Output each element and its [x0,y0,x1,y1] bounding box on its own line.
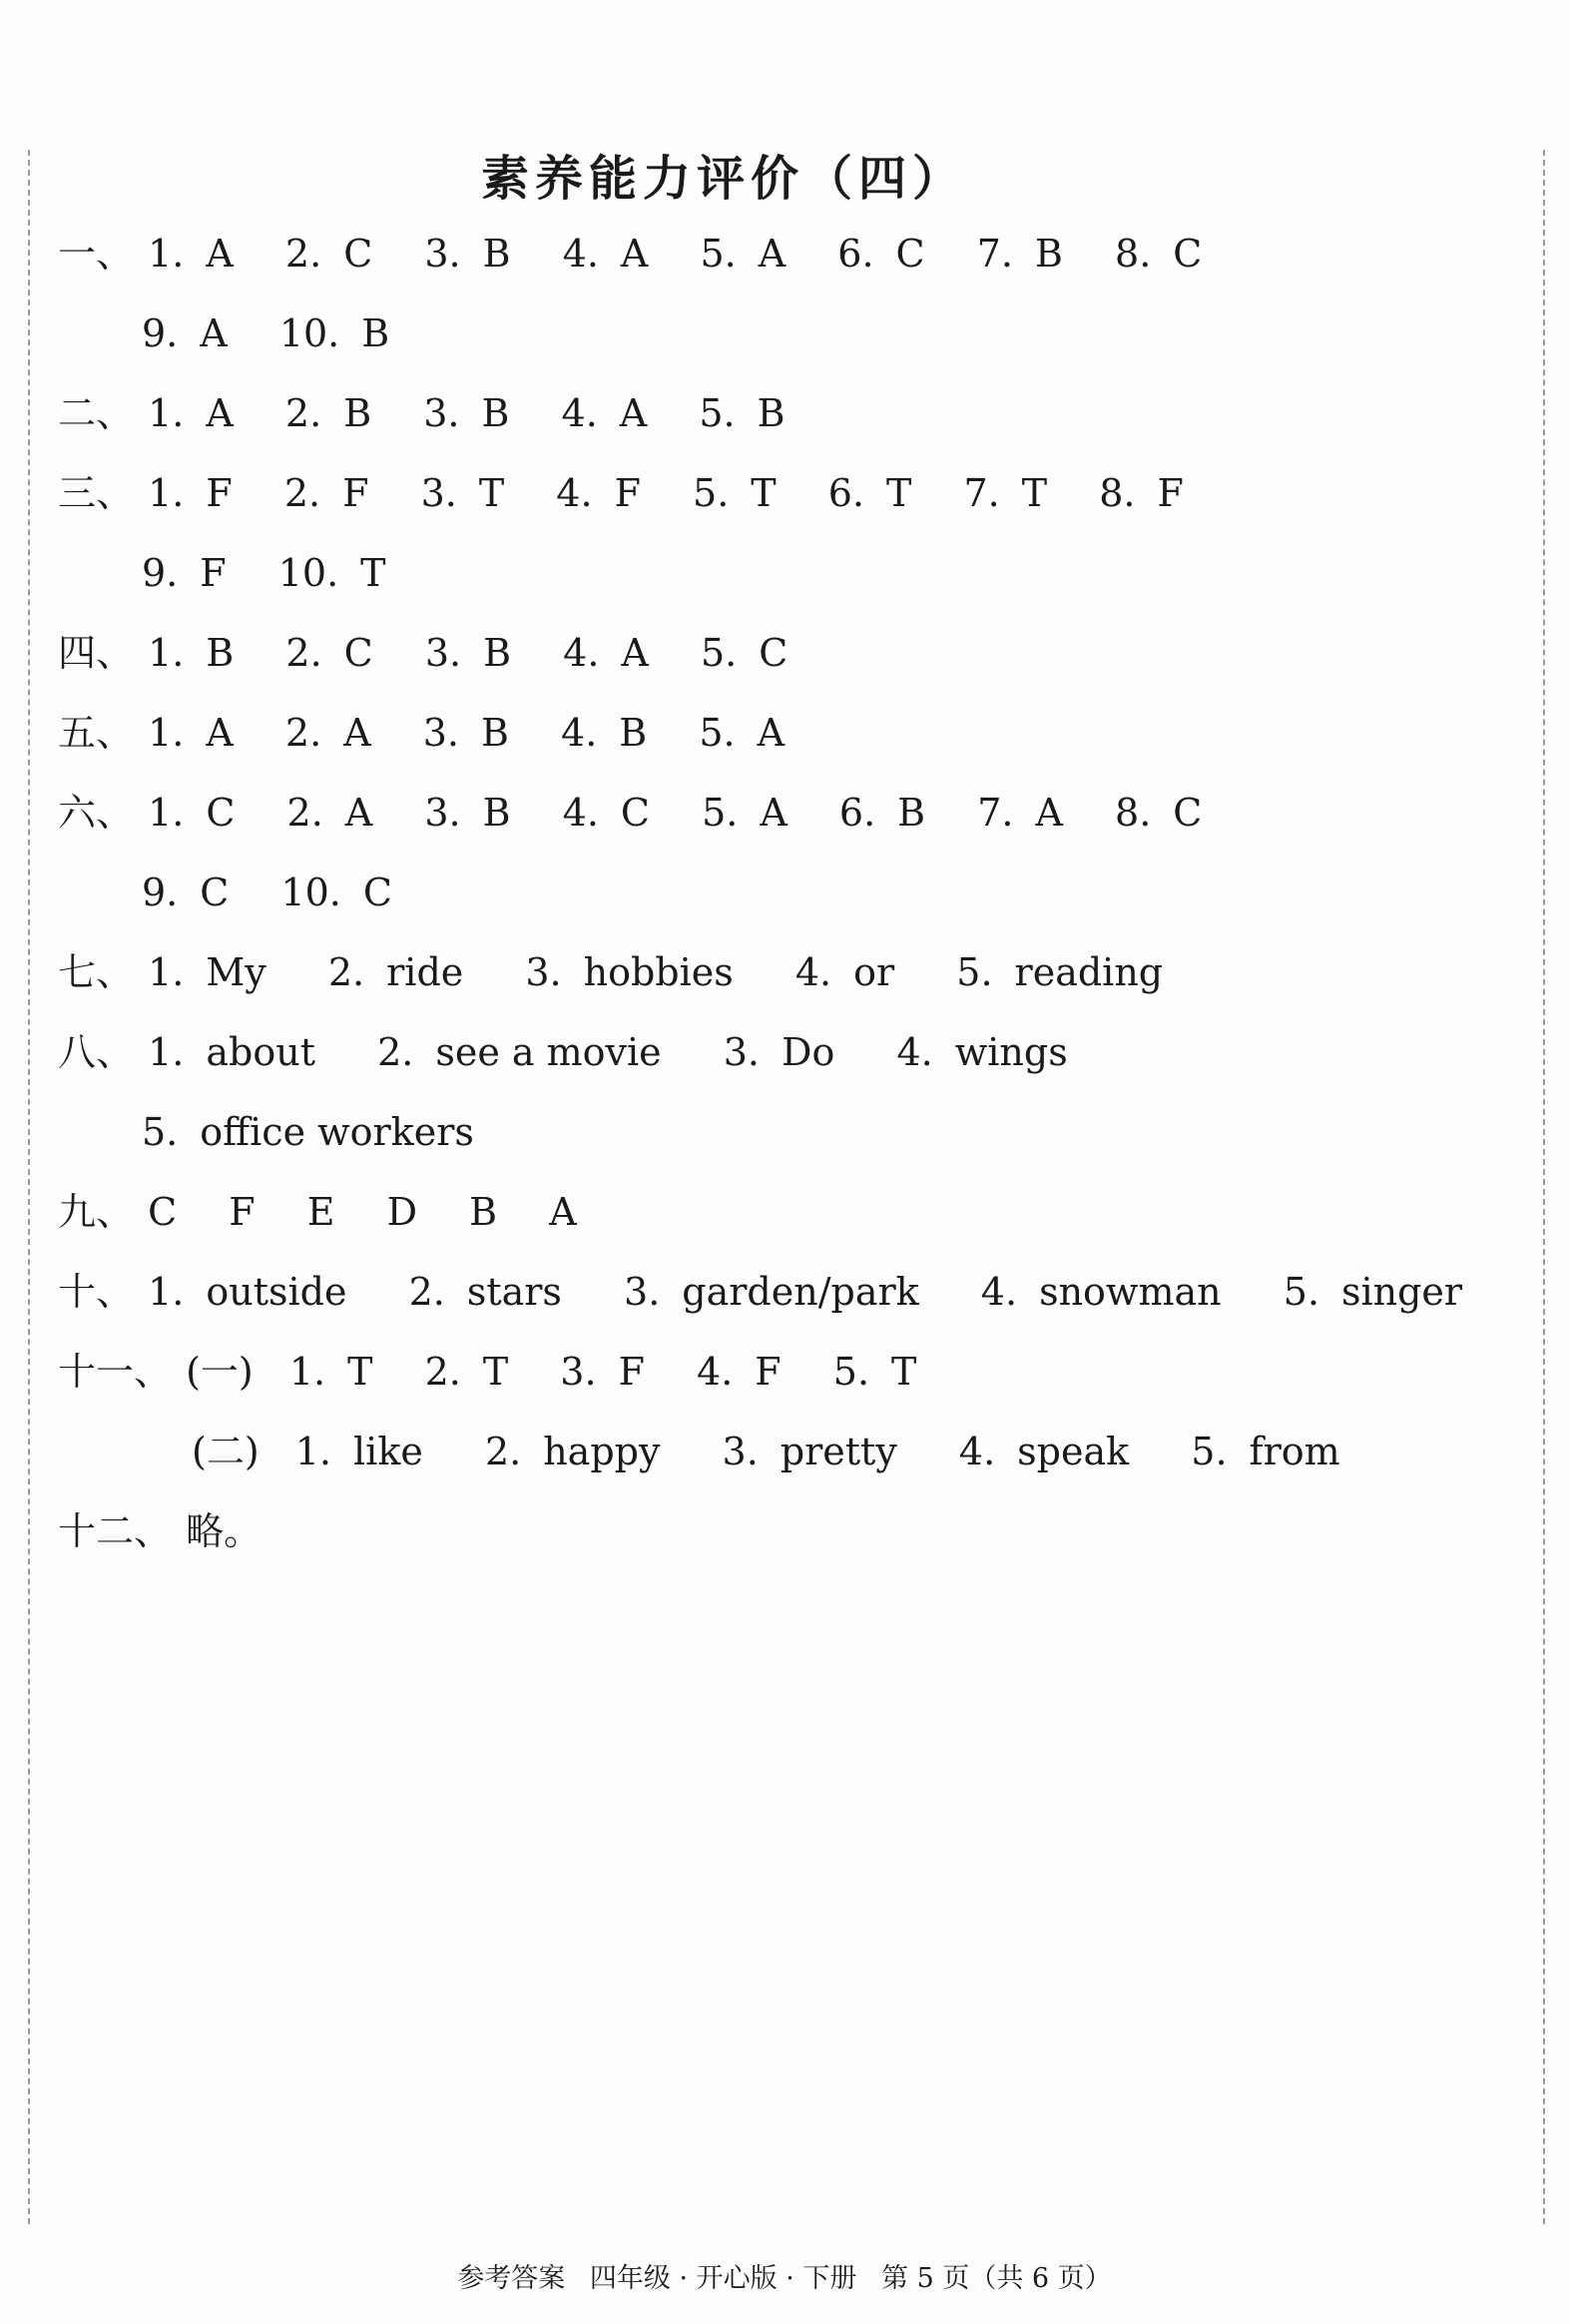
page-footer [0,2256,1569,2295]
answer-item: E [306,1190,335,1234]
answer-item: 2. B [284,391,372,435]
section-label: 四、 [58,631,135,675]
answer-item: 8. C [1115,232,1203,276]
answer-item: 2. C [285,631,373,675]
answer-item: 3. garden/park [624,1270,919,1314]
subsection-label: (二) [192,1430,260,1473]
answer-item: 1. B [148,631,235,675]
answer-item: 5. B [699,391,785,435]
answer-item: 4. wings [896,1030,1068,1074]
answer-item: 6. B [838,791,926,835]
answer-item: B [469,1190,498,1234]
answer-item: 4. A [563,631,649,675]
answer-row [58,1342,956,1402]
answer-item: 10. C [280,871,392,914]
answer-item: A [549,1190,577,1234]
answer-item: 3. F [560,1350,645,1394]
cut-line-right [1543,150,1545,2224]
answer-item: 5. office workers [142,1110,474,1154]
answer-item: 1. My [148,950,266,994]
answer-item: 1. T [288,1350,373,1394]
section-label: 三、 [58,471,135,515]
answer-item: 1. A [148,391,234,435]
section-label: 二、 [58,391,135,435]
answer-item: 5. A [699,711,785,755]
answer-item: 5. T [832,1350,917,1394]
answer-item: 2. T [424,1350,509,1394]
section-label: 六、 [58,791,135,835]
answer-item: 4. or [794,950,895,994]
answer-item: C [148,1190,178,1234]
answer-row [58,1182,617,1242]
answer-item: 7. B [976,232,1063,276]
footer-edition: 四年级 · 开心版 · 下册 [589,2263,857,2294]
answer-row [58,383,825,443]
answer-item: 8. C [1115,791,1203,835]
answer-item: 2. ride [327,950,464,994]
answer-item: 6. C [837,232,925,276]
answer-row [192,1422,1390,1481]
answer-row [142,863,432,922]
answer-row [58,224,1242,284]
subsection-label: (一) [186,1350,254,1394]
answer-item: 1. C [148,791,236,835]
answer-item: 4. F [697,1350,782,1394]
footer-page: 第 5 页（共 6 页） [881,2263,1112,2294]
cut-line-left [28,150,30,2224]
answer-item: 9. A [142,311,228,355]
answer-item: 7. T [963,471,1048,515]
answer-item: 5. singer [1283,1270,1463,1314]
answer-item: 5. A [700,232,786,276]
answer-item: 3. B [424,631,512,675]
answer-item: 2. happy [484,1430,661,1473]
answer-item: 3. Do [723,1030,835,1074]
answer-row [142,543,426,603]
answer-item: 9. F [142,551,227,595]
answer-row [58,783,1242,843]
answer-item: 7. A [977,791,1063,835]
answer-item: 4. C [562,791,650,835]
answer-item: D [386,1190,418,1234]
answer-item: 3. hobbies [525,950,734,994]
answer-item: 4. speak [958,1430,1130,1473]
answer-item: 9. C [142,871,230,914]
section-label: 五、 [58,711,135,755]
section-label: 一、 [58,232,135,276]
answer-item: 4. snowman [980,1270,1222,1314]
answer-item: 10. T [277,551,386,595]
answer-item: 5. from [1191,1430,1340,1473]
answer-row [142,1102,524,1162]
answer-item: 2. C [284,232,373,276]
answer-item: 5. T [693,471,777,515]
answer-item: 1. outside [148,1270,347,1314]
answer-item: 4. F [556,471,641,515]
answer-row [58,703,824,763]
answer-row [58,623,827,683]
answer-item: 3. pretty [722,1430,897,1473]
answer-item: 6. T [827,471,912,515]
answer-item: 3. B [424,232,511,276]
answer-item: 2. A [284,711,371,755]
section-label: 七、 [58,950,135,994]
answer-item: 4. B [561,711,648,755]
answer-item: 4. A [561,391,648,435]
section-label: 十一、 [58,1350,173,1394]
footer-book: 参考答案 [457,2263,566,2294]
answer-item: 8. F [1099,471,1184,515]
answer-item: 2. A [286,791,373,835]
answer-item: 2. see a movie [377,1030,662,1074]
answer-item: 1. about [148,1030,315,1074]
answer-item: 1. F [148,471,233,515]
answer-row [142,303,429,363]
answer-item: 3. B [424,791,511,835]
answer-item: 5. reading [956,950,1164,994]
section-label: 九、 [58,1190,135,1234]
answer-row [58,942,1213,1002]
answer-item: 2. stars [408,1270,562,1314]
answer-item: 3. B [422,711,509,755]
answer-row [58,1262,1512,1322]
answer-item: F [229,1190,256,1234]
answer-item: 3. B [423,391,510,435]
answer-item: 1. like [294,1430,423,1473]
section-label: 十二、 [58,1509,173,1553]
answer-item: 10. B [278,311,390,355]
section-label: 八、 [58,1030,135,1074]
answer-row [58,463,1224,523]
page-title: 素养能力评价（四） [480,151,966,207]
answer-row [58,1501,262,1561]
answer-row [58,1022,1118,1082]
answer-item: 5. C [700,631,788,675]
answer-item: 1. A [148,711,234,755]
answer-item: 1. A [148,232,234,276]
answer-text: 略。 [186,1509,262,1553]
answer-item: 2. F [283,471,369,515]
section-label: 十、 [58,1270,135,1314]
answer-item: 5. A [702,791,787,835]
answer-item: 3. T [420,471,505,515]
answer-item: 4. A [562,232,649,276]
